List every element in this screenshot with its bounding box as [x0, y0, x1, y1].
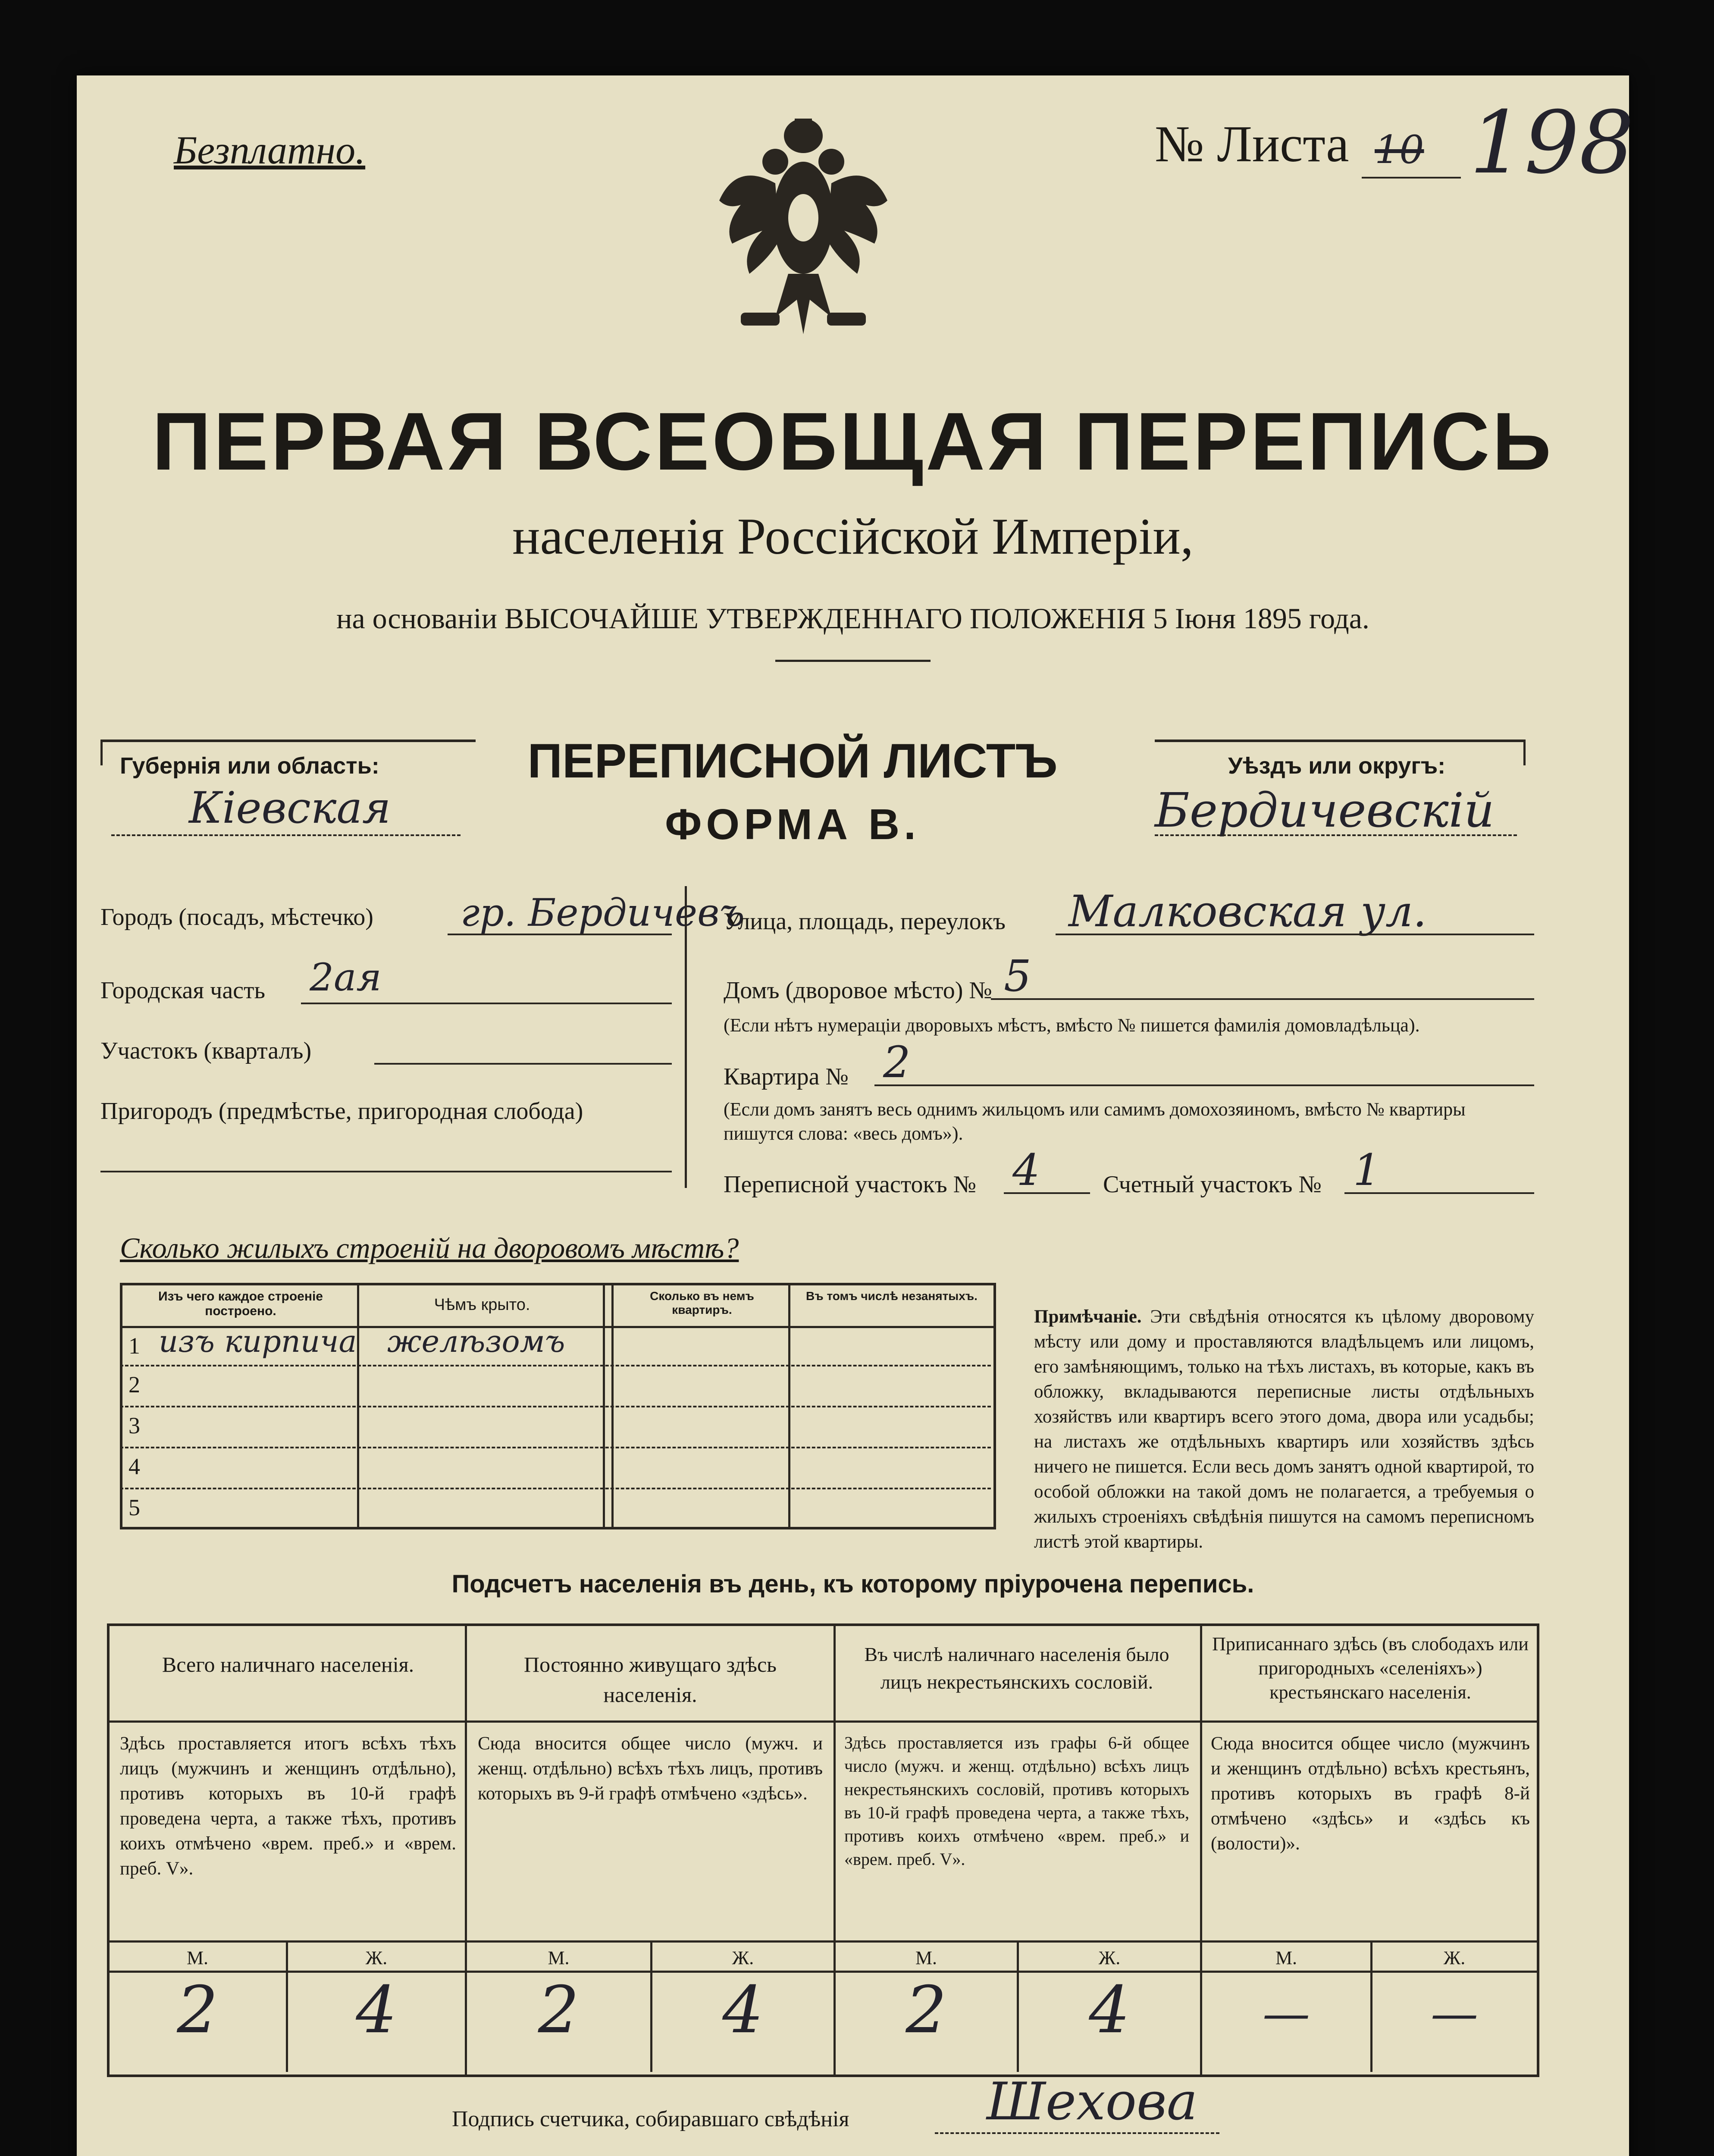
pop-col4-male: — — [1263, 1986, 1310, 2041]
apartment-value: 2 — [883, 1037, 911, 1087]
census-form-sheet — [77, 75, 1634, 2156]
city-part-value: 2ая — [310, 955, 382, 1000]
buildings-note — [1034, 1304, 1534, 1554]
city-part-label: Городская часть — [100, 977, 266, 1004]
house-label: Домъ (дворовое мѣсто) № — [724, 977, 992, 1004]
row-number: 5 — [128, 1495, 140, 1520]
pop-col1-f-label: Ж. — [365, 1947, 388, 1968]
sheet-number-crossed: 10 — [1375, 127, 1424, 172]
population-heading: Подсчетъ населенія въ день, къ которому пріурочена перепись. — [451, 1570, 1254, 1598]
row-material: изъ кирпича — [159, 1324, 357, 1359]
row-number: 4 — [128, 1454, 140, 1479]
pop-col1-female: 4 — [356, 1973, 397, 2048]
col-vacant-header: Въ томъ числѣ незанятыхъ. — [806, 1289, 978, 1303]
census-district-label: Переписной участокъ № — [724, 1171, 977, 1198]
house-note: (Если нѣтъ нумераціи дворовыхъ мѣстъ, вмѣсто № пишется фамилія домовладѣльца). — [724, 1015, 1420, 1036]
form-sheet-title: ПЕРЕПИСНОЙ ЛИСТЪ — [527, 734, 1058, 788]
pop-col4-female: — — [1431, 1986, 1478, 2041]
row-number: 1 — [128, 1333, 140, 1359]
street-value: Малковская ул. — [1069, 886, 1427, 937]
uchastok-label: Участокъ (кварталъ) — [100, 1037, 312, 1064]
pop-col1-desc: Здѣсь проставляется итогъ всѣхъ тѣхъ лицъ (мужчинъ и женщинъ отдѣльно), противъ которыхъ въ 10-й графѣ проведена черта, а также тѣхъ, противъ коихъ отмѣчено «врем. преб.» и «врем. преб. V». — [120, 1733, 456, 1879]
imperial-eagle-emblem — [711, 110, 896, 351]
city-label: Городъ (посадъ, мѣстечко) — [100, 904, 373, 931]
count-district-value: 1 — [1353, 1145, 1381, 1195]
pop-col4-m-label: М. — [1275, 1947, 1297, 1968]
col-apartments-header: Сколько въ немъ квартиръ. — [650, 1289, 754, 1316]
pop-col1-m-label: М. — [186, 1947, 209, 1968]
census-subtitle: населенія Россійской Имперіи, — [512, 508, 1194, 565]
census-main-title: ПЕРВАЯ ВСЕОБЩАЯ ПЕРЕПИСЬ — [152, 396, 1554, 487]
pop-col2-female: 4 — [722, 1973, 764, 2048]
pop-col3-m-label: М. — [915, 1947, 937, 1968]
pop-col2-m-label: М. — [548, 1947, 570, 1968]
col-material-header: Изъ чего каждое строеніе построено. — [158, 1289, 323, 1318]
uezd-value: Бердичевскій — [1155, 783, 1495, 838]
row-number: 2 — [128, 1372, 140, 1398]
prigorod-label: Пригородъ (предмѣстье, пригородная слобода) — [100, 1098, 583, 1125]
city-value: гр. Бердичевъ — [461, 890, 745, 935]
pop-col1-title: Всего наличнаго населенія. — [162, 1652, 414, 1677]
sheet-number-handwritten: 198 — [1470, 93, 1634, 193]
street-label: Улица, площадь, переулокъ — [724, 908, 1006, 935]
house-value: 5 — [1004, 951, 1031, 1001]
signature-label: Подпись счетчика, собиравшаго свѣдѣнія — [452, 2107, 849, 2131]
pop-col4-title: Приписаннаго здѣсь (въ слободахъ или пригородныхъ «селеніяхъ») крестьянскаго населенія. — [1212, 1633, 1529, 1703]
pop-col2-title: Постоянно живущаго здѣсь населенія. — [524, 1652, 777, 1707]
pop-col2-male: 2 — [538, 1973, 580, 2048]
census-basis-text: на основаніи ВЫСОЧАЙШЕ УТВЕРЖДЕННАГО ПОЛОЖЕНІЯ 5 Іюня 1895 года. — [336, 602, 1369, 635]
form-sheet-type: ФОРМА В. — [665, 800, 920, 849]
pop-col3-desc: Здѣсь проставляется изъ графы 6-й общее число (мужч. и женщ. отдѣльно) всѣхъ лицъ некрестьянскихъ сословій, противъ которыхъ въ 10-й графѣ проведена черта, а также тѣхъ, противъ коихъ отмѣчено «врем. преб.» и «врем. преб. V». — [844, 1733, 1189, 1869]
pop-col3-f-label: Ж. — [1098, 1947, 1121, 1968]
row-roof: желѣзомъ — [387, 1324, 565, 1359]
row-number: 3 — [128, 1413, 140, 1438]
pop-col1-male: 2 — [177, 1973, 218, 2048]
enumerator-signature: Шехова — [987, 2072, 1198, 2132]
sheet-number-label: № Листа — [1155, 115, 1349, 172]
gubernia-value: Кіевская — [189, 783, 391, 833]
pop-col3-male: 2 — [906, 1973, 947, 2048]
census-district-value: 4 — [1012, 1145, 1040, 1195]
pop-col2-f-label: Ж. — [732, 1947, 754, 1968]
buildings-question: Сколько жилыхъ строеній на дворовомъ мѣстѣ? — [120, 1232, 739, 1264]
apartment-label: Квартира № — [724, 1063, 849, 1090]
note-title: Примѣчаніе. — [1034, 1307, 1142, 1327]
pop-col3-female: 4 — [1089, 1973, 1130, 2048]
apartment-note: (Если домъ занятъ весь однимъ жильцомъ или самимъ домохозяиномъ, вмѣсто № квартиры пишутся слова: «весь домъ»). — [724, 1099, 1466, 1144]
pop-col4-desc: Сюда вносится общее число (мужчинъ и женщинъ отдѣльно) всѣхъ крестьянъ, противъ которыхъ въ графѣ 8-й отмѣчено «здѣсь» и «здѣсь къ (волости)». — [1211, 1733, 1530, 1854]
pop-col3-title: Въ числѣ наличнаго населенія было лицъ некрестьянскихъ сословій. — [864, 1643, 1169, 1693]
pop-col4-f-label: Ж. — [1443, 1947, 1466, 1968]
gubernia-label: Губернія или область: — [120, 753, 379, 779]
free-label: Безплатно. — [174, 128, 366, 172]
col-roof-header: Чѣмъ крыто. — [434, 1296, 530, 1314]
count-district-label: Счетный участокъ № — [1103, 1171, 1322, 1198]
note-text: Эти свѣдѣнія относятся къ цѣлому дворовому мѣсту или дому и проставляются владѣльцемъ или лицомъ, его замѣняющимъ, только на тѣхъ листахъ, въ которые, какъ въ обложку, вкладываются переписные листы отдѣльныхъ хозяйствъ или квартиръ всего этого дома, двора или усадьбы; на листахъ же отдѣльныхъ квартиръ или хозяйствъ здѣсь ничего не пишется. Если весь домъ занятъ одной квартирой, то особой обложки на такой домъ не полагается, а требуемыя о жилыхъ строеніяхъ свѣдѣнія пишутся на самомъ переписномъ листѣ этой квартиры. — [1034, 1307, 1535, 1552]
uezd-label: Уѣздъ или округъ: — [1228, 753, 1446, 779]
pop-col2-desc: Сюда вносится общее число (мужч. и женщ. отдѣльно) всѣхъ тѣхъ лицъ, противъ которыхъ въ 9-й графѣ отмѣчено «здѣсь». — [478, 1733, 823, 1804]
